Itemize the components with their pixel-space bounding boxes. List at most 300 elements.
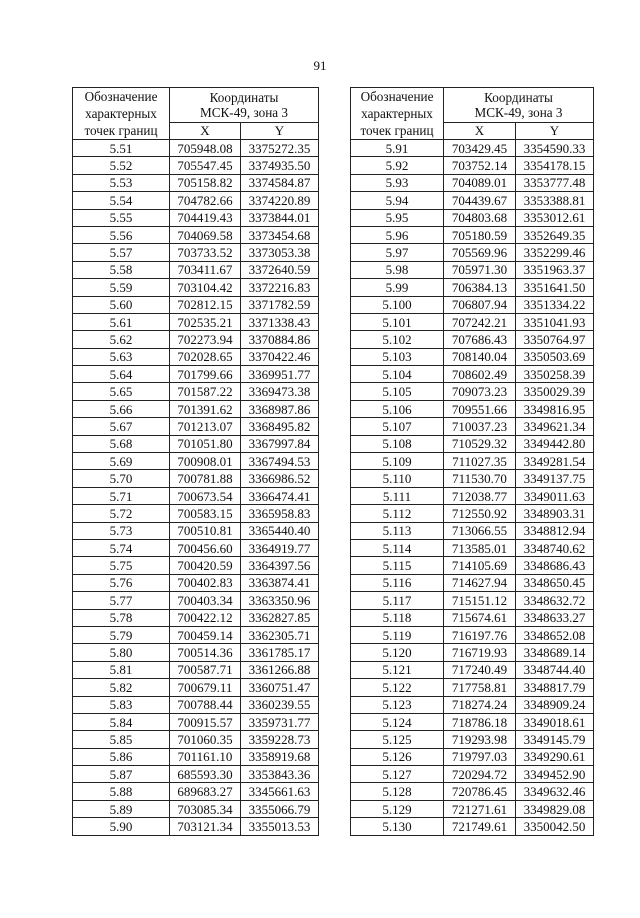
point-designation: 5.76 [73,574,170,591]
table-row [351,644,594,661]
y-value: 3372640.59 [241,261,319,278]
point-designation: 5.98 [351,261,444,278]
point-designation: 5.82 [73,679,170,696]
table-row [351,661,594,678]
table-row [73,470,319,487]
point-designation: 5.63 [73,348,170,365]
table-row [73,209,319,226]
point-designation: 5.60 [73,296,170,313]
point-designation: 5.67 [73,418,170,435]
table-row [73,453,319,470]
point-designation: 5.126 [351,748,444,765]
y-value: 3350503.69 [516,348,594,365]
y-value: 3361785.17 [241,644,319,661]
point-designation: 5.102 [351,331,444,348]
x-value: 702812.15 [170,296,241,313]
point-designation: 5.127 [351,766,444,783]
table-row [73,609,319,626]
x-value: 716719.93 [444,644,516,661]
y-value: 3349145.79 [516,731,594,748]
table-row [73,435,319,452]
table-row [73,313,319,330]
table-row [73,174,319,191]
y-value: 3368987.86 [241,400,319,417]
table-row [73,818,319,835]
table-row [73,348,319,365]
table-row [351,539,594,556]
point-designation: 5.91 [351,140,444,157]
table-row [73,505,319,522]
x-value: 705180.59 [444,226,516,243]
y-value: 3367494.53 [241,453,319,470]
table-row [73,748,319,765]
x-value: 702028.65 [170,348,241,365]
y-value: 3361266.88 [241,661,319,678]
table-row [351,348,594,365]
y-value: 3348817.79 [516,679,594,696]
table-row [73,383,319,400]
table-row [351,592,594,609]
x-value: 701161.10 [170,748,241,765]
x-value: 717240.49 [444,661,516,678]
point-designation: 5.129 [351,800,444,817]
table-row [351,226,594,243]
point-designation: 5.56 [73,226,170,243]
table-row [351,470,594,487]
table-row [351,783,594,800]
y-value: 3348689.14 [516,644,594,661]
x-value: 705569.96 [444,244,516,261]
point-designation: 5.83 [73,696,170,713]
point-designation: 5.64 [73,366,170,383]
x-value: 721749.61 [444,818,516,835]
point-designation: 5.54 [73,192,170,209]
y-value: 3366986.52 [241,470,319,487]
y-value: 3348909.24 [516,696,594,713]
coordinates-header-line2: МСК-49, зона 3 [474,104,563,120]
y-value: 3364919.77 [241,539,319,556]
table-row [351,766,594,783]
y-value: 3349137.75 [516,470,594,487]
y-value: 3348633.27 [516,609,594,626]
x-value: 721271.61 [444,800,516,817]
table-row [73,192,319,209]
coordinates-header [170,88,319,123]
y-column-header: Y [516,122,594,139]
point-designation: 5.77 [73,592,170,609]
x-value: 702535.21 [170,313,241,330]
table-row [351,192,594,209]
x-value: 703752.14 [444,157,516,174]
x-value: 711027.35 [444,453,516,470]
x-value: 703085.34 [170,800,241,817]
y-value: 3371782.59 [241,296,319,313]
x-value: 719293.98 [444,731,516,748]
point-designation: 5.100 [351,296,444,313]
point-designation: 5.124 [351,713,444,730]
y-value: 3368495.82 [241,418,319,435]
table-row [73,713,319,730]
y-value: 3363350.96 [241,592,319,609]
table-row [351,818,594,835]
y-value: 3365958.83 [241,505,319,522]
y-value: 3349011.63 [516,487,594,504]
x-value: 700420.59 [170,557,241,574]
x-value: 710037.23 [444,418,516,435]
table-row [351,331,594,348]
table-row [351,487,594,504]
x-value: 712038.77 [444,487,516,504]
y-value: 3364397.56 [241,557,319,574]
y-value: 3348812.94 [516,522,594,539]
designation-header [73,88,170,140]
y-value: 3351334.22 [516,296,594,313]
y-value: 3362827.85 [241,609,319,626]
point-designation: 5.125 [351,731,444,748]
x-value: 716197.76 [444,626,516,643]
table-row [351,679,594,696]
table-row [351,261,594,278]
table-row [73,261,319,278]
x-value: 703411.67 [170,261,241,278]
y-value: 3369951.77 [241,366,319,383]
coordinates-header [444,88,594,123]
y-value: 3349452.90 [516,766,594,783]
point-designation: 5.111 [351,487,444,504]
x-value: 707686.43 [444,331,516,348]
y-value: 3348686.43 [516,557,594,574]
designation-header-line3: точек границ [84,123,158,138]
designation-header-line2: характерных [85,106,157,121]
point-designation: 5.93 [351,174,444,191]
y-value: 3349816.95 [516,400,594,417]
y-value: 3351641.50 [516,279,594,296]
coordinates-table-left [72,87,319,836]
y-value: 3349290.61 [516,748,594,765]
point-designation: 5.122 [351,679,444,696]
x-value: 708602.49 [444,366,516,383]
coordinates-header-line2: МСК-49, зона 3 [199,104,289,120]
x-value: 700422.12 [170,609,241,626]
table-row [73,679,319,696]
table-row [73,766,319,783]
x-value: 714105.69 [444,557,516,574]
point-designation: 5.72 [73,505,170,522]
x-value: 685593.30 [170,766,241,783]
designation-header-line2: характерных [361,106,433,121]
y-value: 3354178.15 [516,157,594,174]
point-designation: 5.109 [351,453,444,470]
x-value: 701051.80 [170,435,241,452]
x-value: 715674.61 [444,609,516,626]
table-row [73,157,319,174]
table-row [351,383,594,400]
point-designation: 5.87 [73,766,170,783]
y-value: 3348744.40 [516,661,594,678]
y-value: 3365440.40 [241,522,319,539]
x-value: 704782.66 [170,192,241,209]
y-value: 3350258.39 [516,366,594,383]
y-value: 3359731.77 [241,713,319,730]
point-designation: 5.59 [73,279,170,296]
point-designation: 5.128 [351,783,444,800]
y-value: 3375272.35 [241,140,319,157]
x-value: 700402.83 [170,574,241,591]
x-value: 717758.81 [444,679,516,696]
y-value: 3349829.08 [516,800,594,817]
table-row [73,366,319,383]
table-row [73,487,319,504]
y-value: 3355013.53 [241,818,319,835]
y-value: 3367997.84 [241,435,319,452]
y-value: 3374584.87 [241,174,319,191]
x-value: 700587.71 [170,661,241,678]
y-value: 3352299.46 [516,244,594,261]
table-row [351,713,594,730]
table-row [73,592,319,609]
x-column-header: X [444,122,516,139]
table-row [351,800,594,817]
y-value: 3352649.35 [516,226,594,243]
y-value: 3349621.34 [516,418,594,435]
table-row [351,418,594,435]
table-row [73,226,319,243]
x-value: 705948.08 [170,140,241,157]
table-row [73,331,319,348]
point-designation: 5.99 [351,279,444,296]
point-designation: 5.95 [351,209,444,226]
point-designation: 5.66 [73,400,170,417]
table-row [351,140,594,157]
table-row [73,731,319,748]
x-value: 703104.42 [170,279,241,296]
point-designation: 5.116 [351,574,444,591]
y-value: 3359228.73 [241,731,319,748]
y-value: 3345661.63 [241,783,319,800]
y-value: 3349442.80 [516,435,594,452]
point-designation: 5.123 [351,696,444,713]
x-value: 700514.36 [170,644,241,661]
table-row [351,313,594,330]
x-value: 703733.52 [170,244,241,261]
point-designation: 5.57 [73,244,170,261]
y-value: 3353388.81 [516,192,594,209]
table-row [73,140,319,157]
x-value: 713066.55 [444,522,516,539]
x-value: 700679.11 [170,679,241,696]
point-designation: 5.113 [351,522,444,539]
page-number: 91 [313,58,327,73]
x-value: 701799.66 [170,366,241,383]
y-value: 3362305.71 [241,626,319,643]
x-value: 701060.35 [170,731,241,748]
table-row [351,209,594,226]
y-value: 3371338.43 [241,313,319,330]
table-row [73,783,319,800]
table-row [73,279,319,296]
table-row [351,626,594,643]
y-value: 3349281.54 [516,453,594,470]
table-row [351,557,594,574]
table-row [351,453,594,470]
x-value: 720294.72 [444,766,516,783]
x-value: 700403.34 [170,592,241,609]
y-value: 3355066.79 [241,800,319,817]
table-row [73,400,319,417]
table-row [351,366,594,383]
x-value: 700781.88 [170,470,241,487]
table-row [73,644,319,661]
y-value: 3358919.68 [241,748,319,765]
point-designation: 5.115 [351,557,444,574]
point-designation: 5.121 [351,661,444,678]
point-designation: 5.52 [73,157,170,174]
table-row [351,296,594,313]
point-designation: 5.55 [73,209,170,226]
y-value: 3350764.97 [516,331,594,348]
point-designation: 5.92 [351,157,444,174]
x-value: 718786.18 [444,713,516,730]
y-value: 3374220.89 [241,192,319,209]
point-designation: 5.101 [351,313,444,330]
point-designation: 5.70 [73,470,170,487]
x-value: 706807.94 [444,296,516,313]
x-value: 707242.21 [444,313,516,330]
x-value: 704419.43 [170,209,241,226]
x-value: 701391.62 [170,400,241,417]
point-designation: 5.51 [73,140,170,157]
point-designation: 5.117 [351,592,444,609]
table-row [73,244,319,261]
table-row [73,574,319,591]
x-value: 718274.24 [444,696,516,713]
x-value: 701587.22 [170,383,241,400]
table-row [73,800,319,817]
point-designation: 5.106 [351,400,444,417]
x-value: 709073.23 [444,383,516,400]
point-designation: 5.71 [73,487,170,504]
x-value: 711530.70 [444,470,516,487]
x-value: 700459.14 [170,626,241,643]
x-value: 704439.67 [444,192,516,209]
y-value: 3373844.01 [241,209,319,226]
point-designation: 5.103 [351,348,444,365]
table-row [351,505,594,522]
point-designation: 5.73 [73,522,170,539]
x-value: 705158.82 [170,174,241,191]
point-designation: 5.78 [73,609,170,626]
point-designation: 5.53 [73,174,170,191]
y-value: 3348740.62 [516,539,594,556]
x-value: 700915.57 [170,713,241,730]
y-value: 3370884.86 [241,331,319,348]
table-row [73,626,319,643]
table-row [73,696,319,713]
x-value: 705547.45 [170,157,241,174]
x-value: 708140.04 [444,348,516,365]
point-designation: 5.107 [351,418,444,435]
designation-header-line3: точек границ [360,123,434,138]
x-value: 701213.07 [170,418,241,435]
table-row [351,574,594,591]
y-value: 3360751.47 [241,679,319,696]
point-designation: 5.88 [73,783,170,800]
table-row [351,748,594,765]
y-value: 3369473.38 [241,383,319,400]
x-value: 714627.94 [444,574,516,591]
point-designation: 5.61 [73,313,170,330]
x-value: 715151.12 [444,592,516,609]
x-value: 700673.54 [170,487,241,504]
point-designation: 5.120 [351,644,444,661]
coordinates-header-line1: Координаты [484,89,553,105]
x-value: 709551.66 [444,400,516,417]
x-value: 702273.94 [170,331,241,348]
x-value: 720786.45 [444,783,516,800]
y-value: 3366474.41 [241,487,319,504]
point-designation: 5.86 [73,748,170,765]
table-row [351,157,594,174]
y-value: 3363874.41 [241,574,319,591]
y-value: 3373053.38 [241,244,319,261]
x-value: 710529.32 [444,435,516,452]
table-row [351,609,594,626]
y-value: 3372216.83 [241,279,319,296]
y-value: 3348903.31 [516,505,594,522]
point-designation: 5.74 [73,539,170,556]
y-value: 3360239.55 [241,696,319,713]
table-row [73,557,319,574]
point-designation: 5.81 [73,661,170,678]
point-designation: 5.119 [351,626,444,643]
y-value: 3351041.93 [516,313,594,330]
point-designation: 5.65 [73,383,170,400]
x-value: 704089.01 [444,174,516,191]
y-value: 3350029.39 [516,383,594,400]
table-row [73,522,319,539]
y-value: 3349632.46 [516,783,594,800]
y-value: 3354590.33 [516,140,594,157]
x-value: 719797.03 [444,748,516,765]
point-designation: 5.58 [73,261,170,278]
y-value: 3373454.68 [241,226,319,243]
x-value: 703121.34 [170,818,241,835]
point-designation: 5.112 [351,505,444,522]
point-designation: 5.96 [351,226,444,243]
coordinates-header-line1: Координаты [209,89,279,105]
x-value: 700908.01 [170,453,241,470]
y-value: 3349018.61 [516,713,594,730]
table-row [351,174,594,191]
point-designation: 5.68 [73,435,170,452]
designation-header-line1: Обозначение [84,89,158,104]
table-row [73,418,319,435]
point-designation: 5.110 [351,470,444,487]
y-column-header: Y [241,122,319,139]
y-value: 3350042.50 [516,818,594,835]
point-designation: 5.85 [73,731,170,748]
point-designation: 5.105 [351,383,444,400]
table-row [351,279,594,296]
point-designation: 5.84 [73,713,170,730]
point-designation: 5.69 [73,453,170,470]
x-column-header: X [170,122,241,139]
y-value: 3370422.46 [241,348,319,365]
table-row [73,539,319,556]
y-value: 3374935.50 [241,157,319,174]
y-value: 3348652.08 [516,626,594,643]
table-row [351,696,594,713]
